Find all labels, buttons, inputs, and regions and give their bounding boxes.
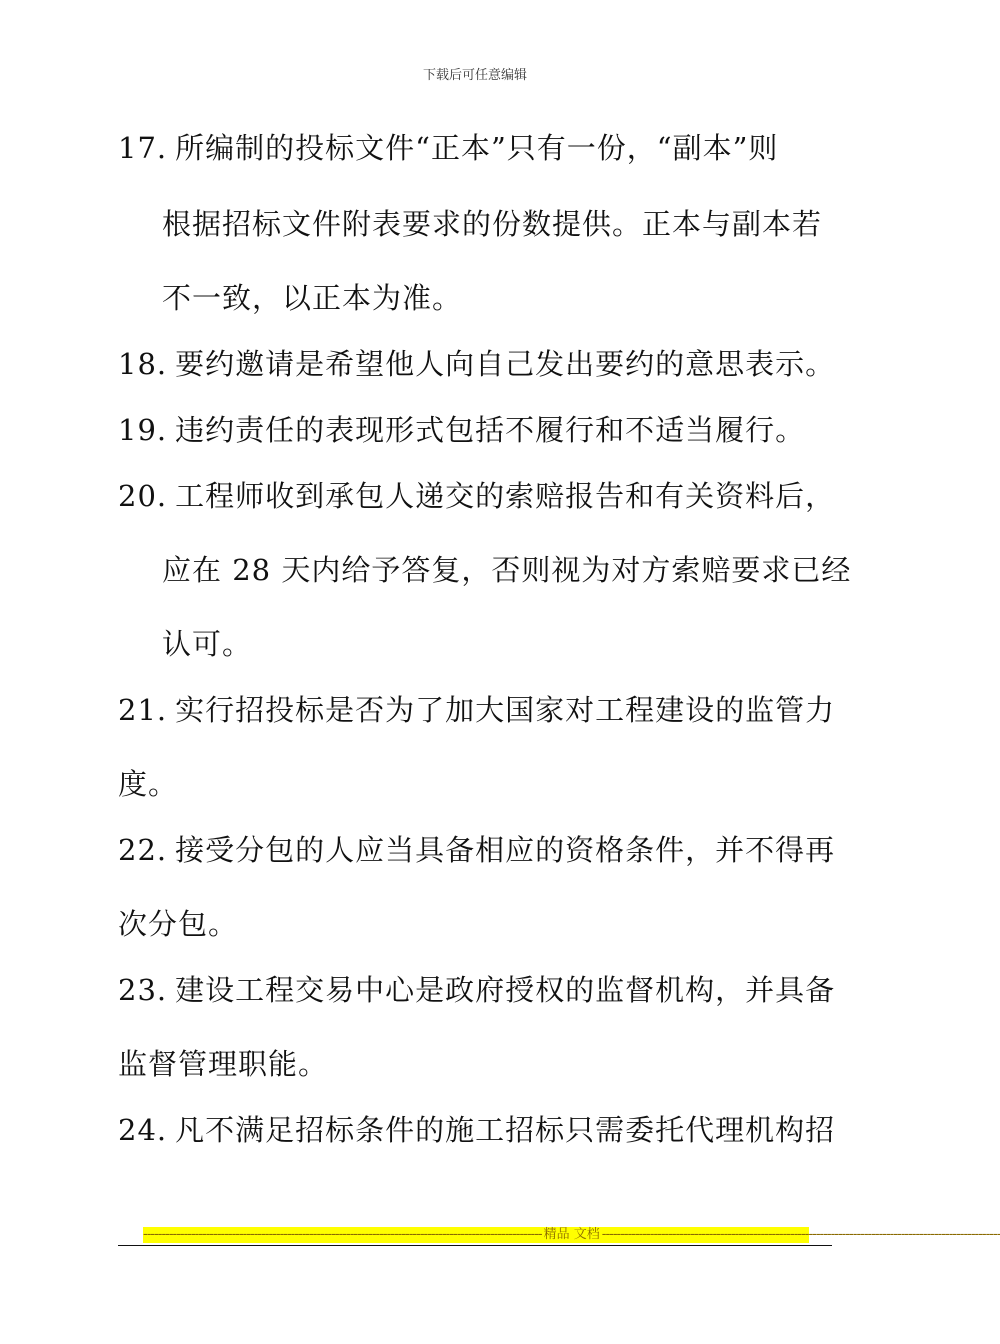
item-text: 不一致，以正本为准。 bbox=[162, 281, 463, 315]
footer-banner bbox=[143, 1227, 1000, 1243]
footer-dash-left: ------------------------------------------------------------------------------------------------------------ bbox=[143, 1227, 542, 1242]
item-20-line-1 bbox=[118, 476, 835, 516]
item-text: 建设工程交易中心是政府授权的监督机构，并具备 bbox=[175, 973, 836, 1007]
item-17-line-1 bbox=[118, 128, 778, 168]
item-18-line-1 bbox=[118, 344, 835, 384]
item-text: 接受分包的人应当具备相应的资格条件，并不得再 bbox=[175, 833, 836, 867]
item-text: 实行招投标是否为了加大国家对工程建设的监管力 bbox=[175, 693, 836, 727]
item-text: 违约责任的表现形式包括不履行和不适当履行。 bbox=[175, 413, 806, 447]
footer-rule bbox=[118, 1245, 832, 1246]
item-number: 19. bbox=[118, 413, 168, 447]
item-text: 应在 28 天内给予答复，否则视为对方索赔要求已经 bbox=[162, 553, 852, 587]
item-20-line-3 bbox=[162, 624, 252, 664]
item-number: 20. bbox=[118, 479, 168, 513]
item-text: 要约邀请是希望他人向自己发出要约的意思表示。 bbox=[175, 347, 836, 381]
item-21-line-2 bbox=[118, 764, 178, 804]
item-text: 所编制的投标文件“正本”只有一份，“副本”则 bbox=[175, 131, 779, 165]
item-22-line-2 bbox=[118, 904, 238, 944]
item-number: 22. bbox=[118, 833, 168, 867]
item-text: 凡不满足招标条件的施工招标只需委托代理机构招 bbox=[175, 1113, 836, 1147]
item-17-line-2 bbox=[162, 204, 822, 244]
item-text: 根据招标文件附表要求的份数提供。正本与副本若 bbox=[162, 207, 823, 241]
item-number: 21. bbox=[118, 693, 168, 727]
item-number: 18. bbox=[118, 347, 168, 381]
item-22-line-1 bbox=[118, 830, 835, 870]
item-text: 工程师收到承包人递交的索赔报告和有关资料后， bbox=[175, 479, 836, 513]
item-text: 认可。 bbox=[162, 627, 253, 661]
item-23-line-1 bbox=[118, 970, 835, 1010]
footer-dash-right: ------------------------------------------------------------------------------------------------------------ bbox=[601, 1227, 1000, 1242]
item-text: 次分包。 bbox=[118, 907, 239, 941]
item-19-line-1 bbox=[118, 410, 805, 450]
item-17-line-3 bbox=[162, 278, 462, 318]
item-number: 23. bbox=[118, 973, 168, 1007]
item-number: 24. bbox=[118, 1113, 168, 1147]
item-24-line-1 bbox=[118, 1110, 835, 1150]
item-text: 度。 bbox=[118, 767, 179, 801]
page-header: 下载后可任意编辑 bbox=[422, 68, 527, 83]
footer-label: 精品 文档 bbox=[543, 1227, 600, 1242]
item-23-line-2 bbox=[118, 1044, 328, 1084]
item-20-line-2 bbox=[162, 550, 851, 590]
item-number: 17. bbox=[118, 131, 168, 165]
item-21-line-1 bbox=[118, 690, 835, 730]
item-text: 监督管理职能。 bbox=[118, 1047, 329, 1081]
